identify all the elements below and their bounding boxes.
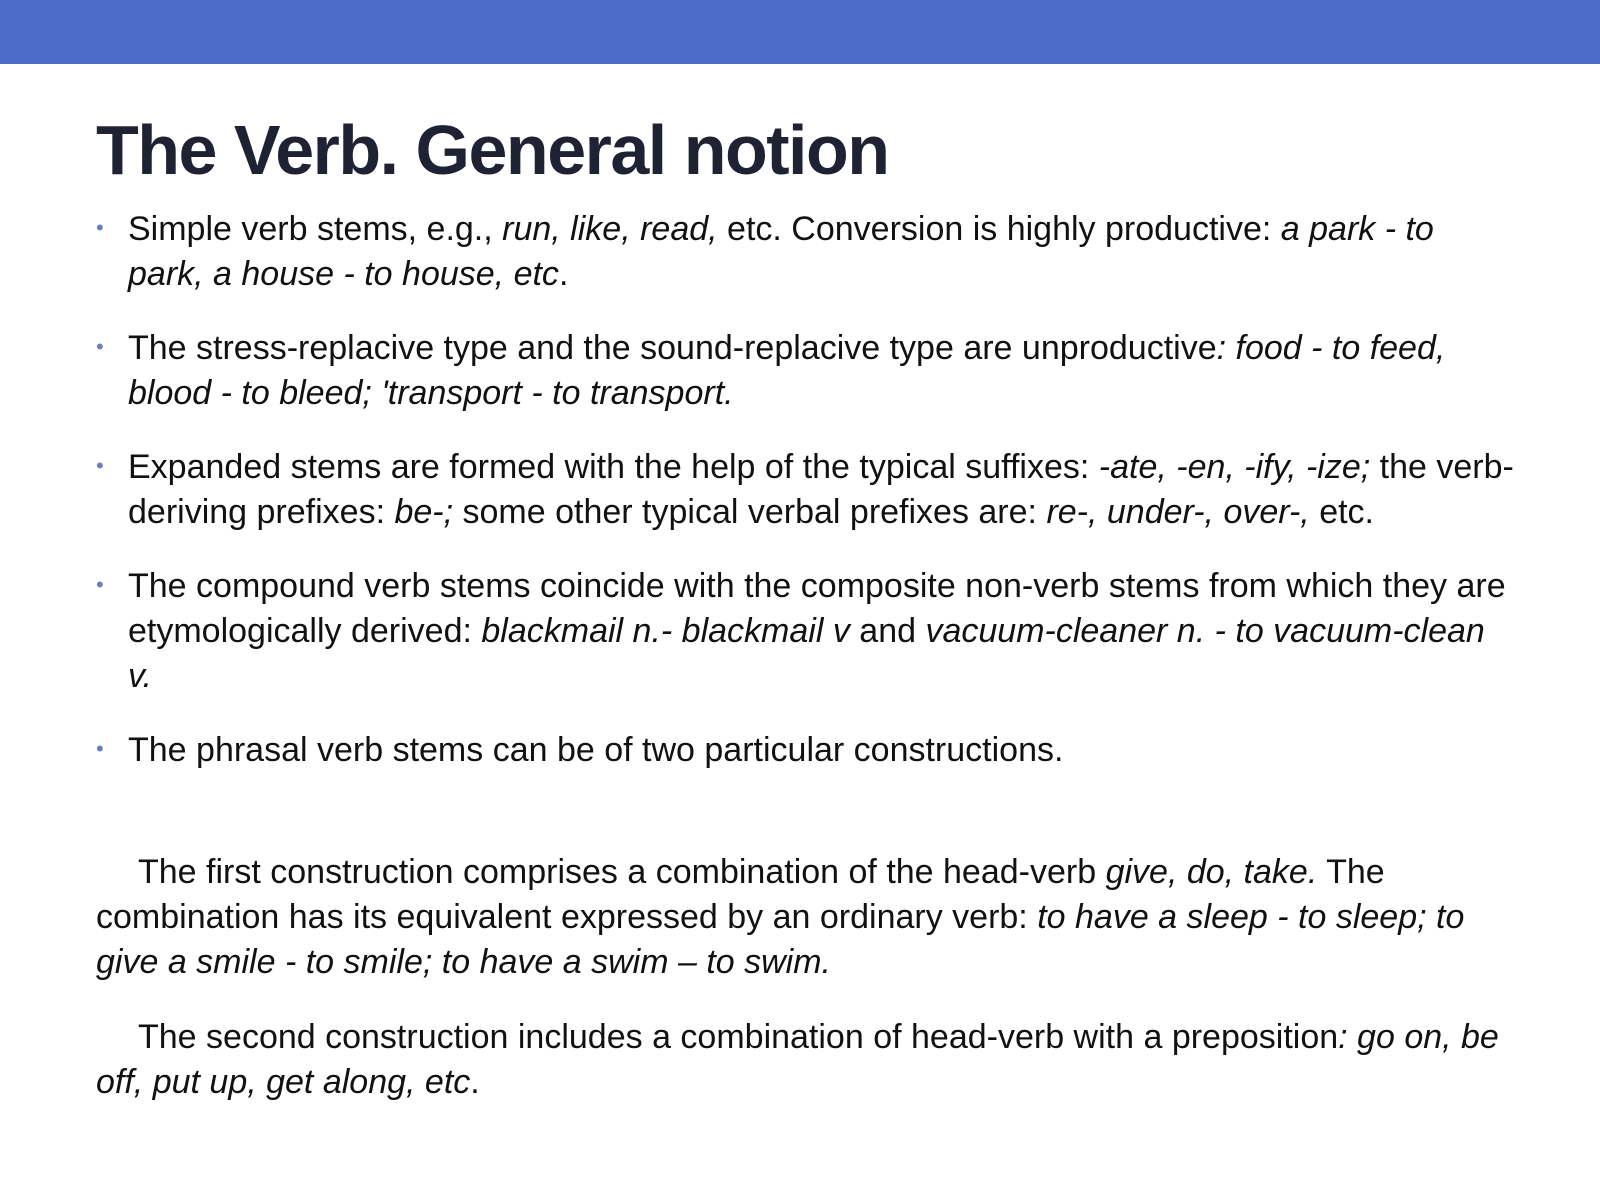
bullet-dot-icon: • [96, 334, 104, 359]
paragraph-text-italic: : go on, be off, put up, get along, etc [96, 1018, 1499, 1101]
bullet-item [96, 564, 1516, 699]
slide-title: The Verb. General notion [96, 111, 889, 189]
bullet-text-italic: run, like, read, [502, 210, 718, 248]
bullet-item [96, 326, 1516, 416]
bullet-dot-icon: • [96, 736, 104, 761]
bullet-dot-icon: • [96, 572, 104, 597]
slide-header-band [0, 0, 1600, 64]
paragraph-text-italic: to have a sleep - to sleep; to give a smile - to smile; to have a swim – to swim. [96, 898, 1465, 981]
paragraph-second-construction [96, 1015, 1516, 1105]
bullet-text-italic: : food - to feed, blood - to bleed; 'transport - to transport. [128, 329, 1446, 412]
paragraph-text: . [470, 1063, 480, 1101]
bullet-text-italic: vacuum-cleaner n. - to vacuum-clean v. [128, 612, 1485, 695]
bullet-item [96, 207, 1516, 297]
bullet-text: Expanded stems are formed with the help of the typical suffixes: [128, 448, 1099, 486]
bullet-text-italic: blackmail n.- blackmail v [481, 612, 850, 650]
bullet-text: The phrasal verb stems can be of two particular constructions. [128, 731, 1064, 769]
bullet-text: and [849, 612, 926, 650]
bullet-text: The compound verb stems coincide with the composite non-verb stems from which they are etymologically derived: [128, 567, 1506, 650]
bullet-text: . [558, 255, 569, 293]
bullet-list [96, 207, 1516, 802]
bullet-text: etc. Conversion is highly productive: [717, 210, 1281, 248]
bullet-text-italic: a park - to park, a house - to house, etc [128, 210, 1434, 293]
bullet-item [96, 445, 1516, 535]
bullet-text: The stress-replacive type and the sound-replacive type are unproductive [128, 329, 1217, 367]
paragraph-text-italic: give, do, take. [1105, 853, 1318, 891]
paragraph-first-construction [96, 850, 1516, 985]
bullet-text-italic: be-; [394, 493, 454, 531]
bullet-text: the verb-deriving prefixes: [128, 448, 1514, 531]
bullet-text: Simple verb stems, e.g., [128, 210, 503, 248]
paragraph-text: The first construction comprises a combination of the head-verb [138, 853, 1106, 891]
bullet-text-italic: -ate, -en, -ify, -ize; [1098, 448, 1371, 486]
paragraph-text: The combination has its equivalent expressed by an ordinary verb: [96, 853, 1385, 936]
bullet-dot-icon: • [96, 215, 104, 240]
bullet-item [96, 728, 1516, 773]
bullet-text-italic: re-, under-, over-, [1046, 493, 1310, 531]
bullet-dot-icon: • [96, 453, 104, 478]
bullet-text: etc. [1309, 493, 1374, 531]
bullet-text: some other typical verbal prefixes are: [453, 493, 1047, 531]
paragraph-text: The second construction includes a combination of head-verb with a preposition [138, 1018, 1339, 1056]
